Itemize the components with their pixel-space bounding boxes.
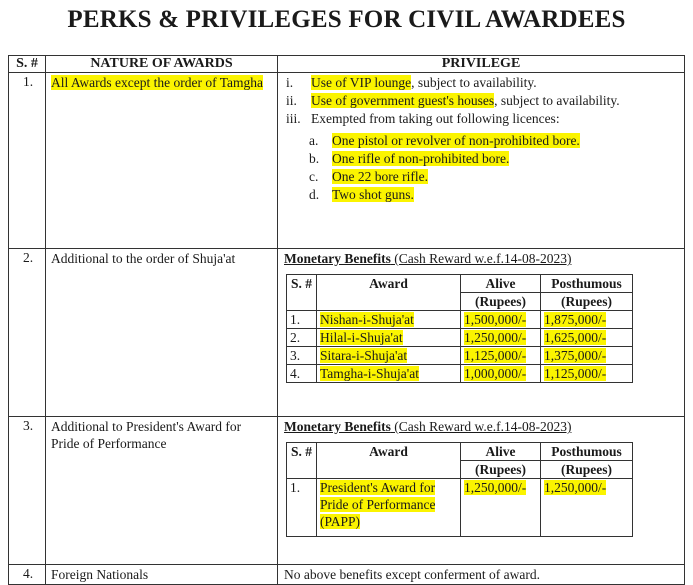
- reward-header-posthumous: Posthumous: [541, 275, 633, 293]
- benefit-title: Monetary Benefits: [284, 251, 391, 266]
- table-row: [9, 417, 685, 565]
- reward-posthumous: [541, 479, 633, 537]
- reward-unit-alive: (Rupees): [461, 293, 541, 311]
- item-text: Exempted from taking out following licences:: [311, 111, 560, 126]
- table-row: [287, 347, 633, 365]
- privilege-cell: [278, 73, 685, 249]
- list-item: [284, 168, 680, 186]
- list-item: [284, 186, 680, 204]
- licence-text: One rifle of non-prohibited bore.: [332, 151, 510, 166]
- reward-sn: 3.: [287, 347, 317, 365]
- awards-table: [8, 55, 685, 585]
- licence-text: Two shot guns.: [332, 187, 414, 202]
- reward-alive: [461, 347, 541, 365]
- reward-posthumous: [541, 329, 633, 347]
- benefit-note: (Cash Reward w.e.f.14-08-2023): [390, 419, 572, 434]
- reward-header-sn: S. #: [287, 443, 317, 479]
- privilege-list: [284, 74, 680, 128]
- alive-amount: 1,125,000/-: [464, 348, 527, 363]
- reward-sn: 4.: [287, 365, 317, 383]
- posthumous-amount: 1,625,000/-: [544, 330, 607, 345]
- list-item: [284, 74, 680, 92]
- reward-sn: 2.: [287, 329, 317, 347]
- privilege-cell: [278, 417, 685, 565]
- award-name: Hilal-i-Shuja'at: [320, 330, 403, 345]
- posthumous-amount: 1,125,000/-: [544, 366, 607, 381]
- privilege-text: No above benefits except conferment of award.: [278, 565, 685, 585]
- award-name: President's Award for Pride of Performance (PAPP): [320, 480, 436, 529]
- reward-award: [317, 311, 461, 329]
- posthumous-amount: 1,875,000/-: [544, 312, 607, 327]
- licence-text: One pistol or revolver of non-prohibited bore.: [332, 133, 580, 148]
- reward-alive: [461, 311, 541, 329]
- reward-posthumous: [541, 365, 633, 383]
- item-number: i.: [286, 75, 294, 90]
- reward-sn: 1.: [287, 479, 317, 537]
- reward-header-alive: Alive: [461, 275, 541, 293]
- licence-text: One 22 bore rifle.: [332, 169, 428, 184]
- reward-unit-posthumous: (Rupees): [541, 293, 633, 311]
- privilege-cell: [278, 249, 685, 417]
- reward-header-alive: Alive: [461, 443, 541, 461]
- header-sn: S. #: [9, 56, 46, 73]
- header-row: [9, 56, 685, 73]
- reward-award: [317, 347, 461, 365]
- table-row: [287, 311, 633, 329]
- item-number: iii.: [286, 111, 301, 126]
- reward-table: [286, 442, 633, 537]
- table-row: [287, 479, 633, 537]
- reward-unit-posthumous: (Rupees): [541, 461, 633, 479]
- reward-award: [317, 365, 461, 383]
- highlight-text: Use of government guest's houses: [311, 93, 495, 108]
- row-nature: Additional to President's Award for Pride of Performance: [46, 417, 278, 565]
- alive-amount: 1,000,000/-: [464, 366, 527, 381]
- reward-header-award: Award: [317, 443, 461, 479]
- item-text: , subject to availability.: [411, 75, 537, 90]
- reward-sn: 1.: [287, 311, 317, 329]
- reward-table: [286, 274, 633, 383]
- licence-list: [284, 132, 680, 204]
- header-privilege: PRIVILEGE: [278, 56, 685, 73]
- header-nature: NATURE OF AWARDS: [46, 56, 278, 73]
- alive-amount: 1,500,000/-: [464, 312, 527, 327]
- reward-unit-alive: (Rupees): [461, 461, 541, 479]
- row-nature: [46, 73, 278, 249]
- reward-alive: [461, 365, 541, 383]
- item-text: , subject to availability.: [494, 93, 620, 108]
- table-row: [287, 329, 633, 347]
- reward-posthumous: [541, 347, 633, 365]
- highlight-text: Use of VIP lounge: [311, 75, 412, 90]
- posthumous-amount: 1,375,000/-: [544, 348, 607, 363]
- item-number: a.: [309, 133, 319, 148]
- reward-header-sn: S. #: [287, 275, 317, 311]
- reward-header-row: [287, 275, 633, 293]
- reward-header-award: Award: [317, 275, 461, 311]
- benefit-heading: [284, 250, 680, 268]
- list-item: [284, 92, 680, 110]
- table-row: [9, 73, 685, 249]
- benefit-heading: [284, 418, 680, 436]
- reward-award: [317, 329, 461, 347]
- row-sn: 4.: [9, 565, 46, 585]
- item-number: d.: [309, 187, 320, 202]
- list-item: [284, 110, 680, 128]
- benefit-note: (Cash Reward w.e.f.14-08-2023): [390, 251, 572, 266]
- table-row: [287, 365, 633, 383]
- alive-amount: 1,250,000/-: [464, 330, 527, 345]
- item-number: ii.: [286, 93, 297, 108]
- reward-posthumous: [541, 311, 633, 329]
- posthumous-amount: 1,250,000/-: [544, 480, 607, 495]
- row-sn: 3.: [9, 417, 46, 565]
- reward-alive: [461, 329, 541, 347]
- award-name: Sitara-i-Shuja'at: [320, 348, 408, 363]
- award-name: Tamgha-i-Shuja'at: [320, 366, 419, 381]
- row-nature: Additional to the order of Shuja'at: [46, 249, 278, 417]
- benefit-title: Monetary Benefits: [284, 419, 391, 434]
- reward-header-row: [287, 443, 633, 461]
- list-item: [284, 132, 680, 150]
- row-sn: 1.: [9, 73, 46, 249]
- item-number: b.: [309, 151, 320, 166]
- nature-text: All Awards except the order of Tamgha: [51, 75, 263, 90]
- list-item: [284, 150, 680, 168]
- reward-alive: [461, 479, 541, 537]
- alive-amount: 1,250,000/-: [464, 480, 527, 495]
- item-number: c.: [309, 169, 319, 184]
- reward-award: [317, 479, 461, 537]
- table-row: [9, 249, 685, 417]
- award-name: Nishan-i-Shuja'at: [320, 312, 414, 327]
- page-title: PERKS & PRIVILEGES FOR CIVIL AWARDEES: [67, 6, 626, 33]
- reward-header-posthumous: Posthumous: [541, 443, 633, 461]
- row-sn: 2.: [9, 249, 46, 417]
- row-nature: Foreign Nationals: [46, 565, 278, 585]
